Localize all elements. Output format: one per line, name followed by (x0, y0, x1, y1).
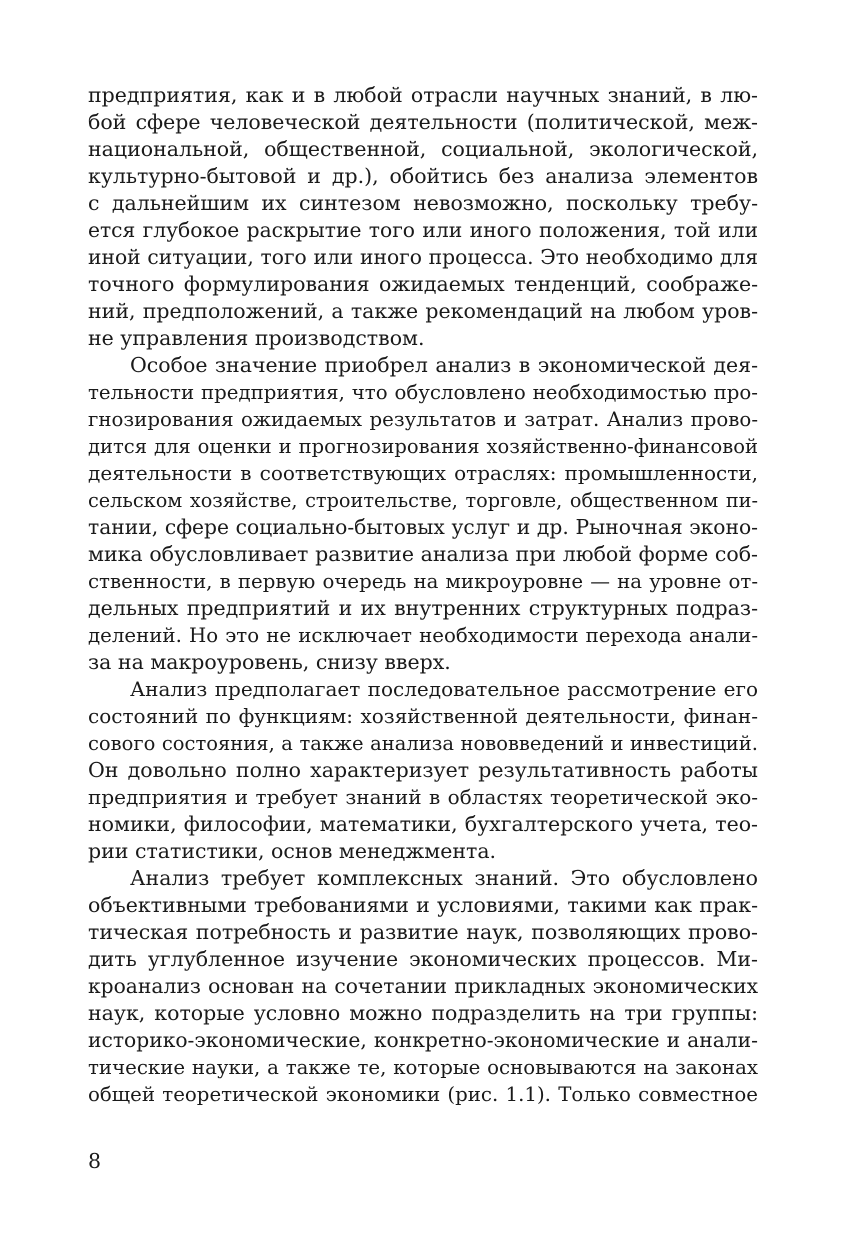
text-line: ний, предположений, а также рекомендаций на любом уров- (88, 299, 758, 323)
text-line: рии статистики, основ менеджмента. (88, 839, 497, 863)
text-line: не управления производством. (88, 326, 425, 350)
text-line: наук, которые условно можно подразделить на три группы: (88, 1001, 758, 1025)
text-line: делений. Но это не исключает необходимости перехода анали- (88, 624, 758, 647)
text-line: общей теоретической экономики (рис. 1.1). Только совместное (88, 1083, 758, 1106)
text-line: национальной, общественной, социальной, экологической, (88, 137, 758, 161)
text-line: мика обусловливает развитие анализа при любой форме соб- (88, 542, 758, 566)
text-line: с дальнейшим их синтезом невозможно, поскольку требу- (88, 191, 758, 215)
page-number: 8 (88, 1149, 102, 1173)
text-line: Он довольно полно характеризует результативность работы (88, 758, 758, 782)
text-line: за на макроуровень, снизу вверх. (88, 650, 451, 674)
text-line: Анализ предполагает последовательное рассмотрение его (130, 677, 758, 701)
text-line: тании, сфере социально-бытовых услуг и др. Рыночная эконо- (88, 515, 758, 539)
text-line: бой сфере человеческой деятельности (политической, меж- (88, 110, 758, 134)
text-line: тические науки, а также те, которые основываются на законах (88, 1056, 758, 1079)
text-line: тельности предприятия, что обусловлено необходимостью про- (88, 381, 758, 404)
text-line: сового состояния, а также анализа нововведений и инвестиций. (88, 732, 758, 755)
text-line: ственности, в первую очередь на микроуровне — на уровне от- (88, 570, 758, 593)
text-line: точного формулирования ожидаемых тенденций, соображе- (88, 272, 758, 296)
text-line: Анализ требует комплексных знаний. Это обусловлено (130, 866, 758, 890)
text-line: историко-экономические, конкретно-экономические и анали- (88, 1028, 758, 1052)
text-line: тическая потребность и развитие наук, позволяющих прово- (88, 920, 758, 944)
text-line: кроанализ основан на сочетании прикладных экономических (88, 974, 758, 998)
text-line: состояний по функциям: хозяйственной деятельности, финан- (88, 704, 758, 728)
text-line: дельных предприятий и их внутренних структурных подраз- (88, 596, 758, 620)
text-line: предприятия и требует знаний в областях теоретической эко- (88, 785, 758, 809)
text-line: предприятия, как и в любой отрасли научных знаний, в лю- (88, 83, 758, 107)
text-line: объективными требованиями и условиями, такими как прак- (88, 893, 758, 917)
body-text (88, 82, 758, 1108)
text-line: ется глубокое раскрытие того или иного положения, той или (88, 218, 758, 242)
text-line: деятельности в соответствующих отраслях: промышленности, (88, 461, 758, 485)
text-line: номики, философии, математики, бухгалтерского учета, тео- (88, 812, 758, 836)
text-line: Особое значение приобрел анализ в экономической дея- (130, 353, 758, 377)
text-line: культурно-бытовой и др.), обойтись без анализа элементов (88, 164, 758, 188)
text-line: сельском хозяйстве, строительстве, торговле, общественном пи- (88, 489, 758, 512)
text-line: дится для оценки и прогнозирования хозяйственно-финансовой (88, 435, 758, 458)
text-line: гнозирования ожидаемых результатов и затрат. Анализ прово- (88, 408, 758, 431)
text-line: дить углубленное изучение экономических процессов. Ми- (88, 947, 758, 971)
text-line: иной ситуации, того или иного процесса. Это необходимо для (88, 245, 758, 269)
